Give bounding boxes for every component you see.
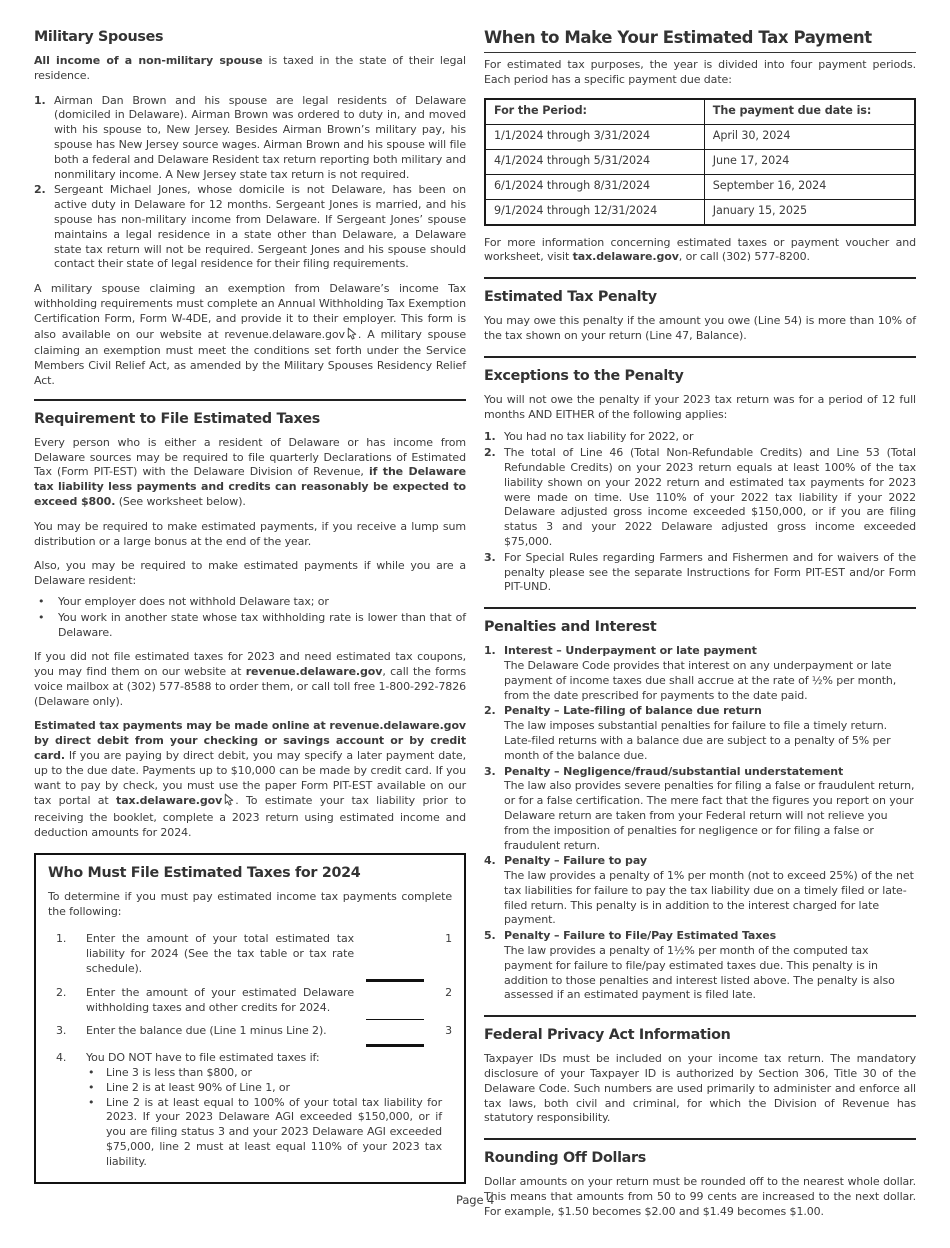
body-text: is taxed in the state of their legal residence. — [34, 54, 466, 82]
row-number: 4. — [56, 1051, 67, 1065]
table-row — [485, 124, 915, 149]
row-line-label: 2 — [445, 985, 452, 999]
bullet-item — [34, 611, 466, 641]
bullet-text: Line 2 is at least 90% of Line 1, or — [106, 1080, 290, 1094]
bold-text: if the Delaware tax liability less payments and credits can reasonably be expected to exceed $800. — [34, 465, 466, 508]
list-number: 2. — [34, 183, 46, 197]
numbered-list — [484, 430, 916, 595]
table-cell: 9/1/2024 through 12/31/2024 — [485, 199, 704, 225]
section-title: Exceptions to the Penalty — [484, 367, 684, 384]
bullet-list — [34, 595, 466, 640]
row-number: 1. — [56, 932, 67, 946]
penalty-heading: Penalty – Late-filing of balance due return — [504, 704, 762, 718]
section-federal-privacy-act — [484, 1015, 916, 1126]
paragraph: Dollar amounts on your return must be rounded off to the nearest whole dollar. This means that amounts from 50 to 99 cents are increased to the next dollar. For example, $1.50 becomes $2.00 and $1.49 becomes $1.00. — [484, 1175, 916, 1218]
list-number: 1. — [484, 644, 496, 658]
section-estimated-tax-penalty — [484, 277, 916, 344]
list-number: 2. — [484, 446, 496, 460]
list-item — [484, 704, 916, 763]
row-number: 3. — [56, 1024, 67, 1038]
right-column — [484, 28, 916, 1220]
list-item — [484, 644, 916, 703]
table-row — [485, 199, 915, 225]
row-line-label: 3 — [445, 1024, 452, 1038]
body-text: , call the forms voice mailbox at (302) 577-8588 to order them, or call toll free 1-800-292-7826 (Delaware only). — [34, 665, 467, 708]
answer-line[interactable] — [366, 1044, 424, 1047]
section-title: Requirement to File Estimated Taxes — [34, 410, 321, 427]
page-title: When to Make Your Estimated Tax Payment — [484, 28, 916, 53]
penalty-heading: Penalty – Failure to pay — [504, 854, 647, 868]
row-lead-text: You DO NOT have to file estimated taxes if: — [86, 1051, 320, 1065]
table-header-cell: For the Period: — [485, 99, 704, 125]
row-number: 2. — [56, 985, 67, 999]
list-text: The total of Line 46 (Total Non-Refundable Credits) and Line 53 (Total Refundable Credits) on your 2023 return equals at least 100% of the tax liability shown on your 2022 return and estimated tax payments for 2023 were made on time. Use 110% of your 2022 tax liability if your 2022 Delaware adjusted gross income exceeded $150,000, or if you are filing status 3 and your 2022 Delaware adjusted gross income exceeded $75,000. — [504, 446, 916, 548]
row-text: Enter the balance due (Line 1 minus Line 2). — [86, 1024, 327, 1038]
section-title: Penalties and Interest — [484, 619, 657, 636]
body-text: . A military spouse claiming an exemption must meet the conditions set forth under the Service Members Civil Relief Act, as amended by the Military Spouses Residency Relief Act. — [34, 327, 466, 387]
list-item — [484, 551, 916, 595]
table-cell: 4/1/2024 through 5/31/2024 — [485, 149, 704, 174]
penalty-body: The law provides a penalty of 1% per month (not to exceed 25%) of the net tax liabilities for failure to pay the tax liability due on a timely filed or late-filed return. This penalty is in addition to the interest charged for late payment. — [504, 869, 914, 927]
row-text — [86, 1051, 452, 1169]
body-text: A military spouse claiming an exemption from Delaware’s income Tax withholding requirements must complete an Annual Withholding Tax Exemption Certification Form, Form W-4DE, and provide it to their employer. This form is also available on our website at revenue.delaware.gov — [34, 282, 466, 341]
bullet-item — [34, 595, 466, 610]
section-title: Federal Privacy Act Information — [484, 1027, 731, 1044]
row-text: Enter the amount of your estimated Delaware withholding taxes and other credits for 2024. — [86, 985, 354, 1014]
bullet-glyph: • — [38, 594, 45, 608]
body-text: , or call (302) 577-8200. — [678, 250, 810, 264]
paragraph: Also, you may be required to make estimated payments if while you are a Delaware resident: — [34, 559, 466, 588]
paragraph — [34, 650, 466, 709]
bullet-text: Line 2 is at least equal to 100% of your total tax liability for 2023. If your 2023 Delaware AGI exceeded $150,000, or if you are filing status 3 and your 2023 Delaware AGI exceeded $75,000, line 2 must at least equal 110% of your 2023 tax liability. — [106, 1095, 442, 1168]
list-number: 1. — [484, 430, 496, 444]
body-text: Every person who is either a resident of Delaware or has income from Delaware sources may be required to file quarterly Declarations of Estimated Tax (Form PIT-EST) with the Delaware Division of Revenue, — [34, 435, 466, 479]
list-item — [484, 430, 916, 445]
page-number: Page 4 — [456, 1193, 495, 1207]
penalty-heading: Penalty – Failure to File/Pay Estimated Taxes — [504, 929, 777, 943]
bullet-glyph: • — [88, 1095, 95, 1109]
penalty-heading: Interest – Underpayment or late payment — [504, 644, 757, 658]
link-text: tax.delaware.gov — [116, 794, 223, 808]
list-text — [504, 765, 916, 854]
bold-text: All income of a non-military spouse — [34, 54, 263, 67]
sub-bullet-list — [86, 1066, 442, 1170]
section-requirement-estimated-taxes — [34, 399, 466, 841]
worksheet-row — [48, 1024, 452, 1039]
list-text — [504, 704, 916, 763]
list-text: You had no tax liability for 2022, or — [504, 430, 694, 444]
section-military-spouses — [34, 28, 466, 389]
body-text: For more information concerning estimated taxes or payment voucher and worksheet, visit — [484, 235, 916, 264]
worksheet-box — [34, 853, 466, 1184]
bold-text: Estimated tax payments may be made online at revenue.delaware.gov by direct debit from your checking or savings account or by credit card. — [34, 719, 466, 763]
list-item — [484, 854, 916, 928]
bullet-item — [86, 1096, 442, 1170]
worksheet-intro: To determine if you must pay estimated income tax payments complete the following: — [48, 889, 452, 918]
penalty-body: The Delaware Code provides that interest on any underpayment or late payment of income taxes due shall accrue at the rate of ½% per month, from the date prescribed for payments to the date paid. — [504, 658, 897, 702]
cursor-pointer-icon — [346, 327, 357, 345]
list-text — [504, 929, 916, 1003]
bullet-item — [86, 1066, 442, 1081]
bullet-item — [86, 1081, 442, 1096]
penalty-body: The law also provides severe penalties for filing a false or fraudulent return, or for a false certification. The mere fact that the figures you report on your Delaware return are taken from your Federal return will not relieve you from the imposition of penalties for negligence or for filing a false or fraudulent return. — [504, 779, 915, 852]
table-cell: September 16, 2024 — [704, 174, 915, 199]
section-rounding-off-dollars — [484, 1138, 916, 1219]
bullet-glyph: • — [88, 1066, 95, 1080]
list-item — [484, 446, 916, 550]
list-number: 1. — [34, 93, 46, 107]
list-text: Sergeant Michael Jones, whose domicile is not Delaware, has been on active duty in Delaware for 12 months. Sergeant Jones is married, and his spouse has non-military income from Delaware. If Sergeant Jones’ spouse maintains a legal residence in a state other than Delaware, a Delaware state tax return will not be required. Sergeant Jones and his spouse should contact their state of legal residence for their filing requirements. — [54, 183, 466, 271]
list-item — [484, 929, 916, 1003]
paragraph — [484, 236, 916, 266]
paragraph — [34, 719, 466, 840]
bullet-text: Line 3 is less than $800, or — [106, 1066, 252, 1080]
paragraph — [34, 282, 466, 389]
row-text: Enter the amount of your total estimated tax liability for 2024 (See the tax table or tax rate schedule). — [86, 932, 354, 976]
paragraph: You may be required to make estimated payments, if you receive a lump sum distribution or a large bonus at the end of the year. — [34, 519, 466, 548]
list-number: 2. — [484, 704, 496, 718]
body-text: . To estimate your tax liability prior to receiving the booklet, complete a 2023 return using estimated income and deduction amounts for 2024. — [34, 794, 466, 840]
section-title: Military Spouses — [34, 29, 164, 45]
list-item — [34, 94, 466, 183]
table-cell: January 15, 2025 — [704, 199, 915, 225]
worksheet-row — [48, 986, 452, 1016]
worksheet-title: Who Must File Estimated Taxes for 2024 — [48, 864, 361, 881]
bullet-text: Your employer does not withhold Delaware tax; or — [58, 594, 329, 608]
bullet-glyph: • — [38, 610, 45, 624]
bullet-glyph: • — [88, 1080, 95, 1094]
worksheet-row — [48, 932, 452, 976]
penalty-body: The law provides a penalty of 1½% per month of the computed tax payment for failure to file/pay estimated taxes due. This penalty is in addition to those penalties and interest listed above. The penalty is also assessed if an estimated payment is filed late. — [504, 944, 895, 1002]
payment-due-date-table — [484, 98, 916, 226]
table-cell: April 30, 2024 — [704, 124, 915, 149]
list-text — [504, 644, 916, 703]
body-text: (See worksheet below). — [115, 494, 246, 508]
numbered-list — [34, 94, 466, 273]
list-number: 3. — [484, 764, 496, 778]
body-text: If you did not file estimated taxes for 2023 and need estimated tax coupons, you may find them on our website at — [34, 650, 466, 679]
row-line-label: 1 — [445, 932, 452, 946]
list-number: 3. — [484, 550, 496, 564]
section-title: Rounding Off Dollars — [484, 1150, 646, 1167]
list-text — [504, 854, 916, 928]
body-text: If you are paying by direct debit, you may specify a later payment date, up to the due date. Payments up to $10,000 can be made by credit card. If you want to pay by check, you must use the paper Form PIT-EST available on our tax portal at — [34, 749, 466, 808]
cursor-pointer-icon — [223, 793, 234, 811]
paragraph: You will not owe the penalty if your 2023 tax return was for a period of 12 full months AND EITHER of the following applies: — [484, 392, 916, 421]
penalty-heading: Penalty – Negligence/fraud/substantial understatement — [504, 764, 844, 778]
numbered-list — [484, 644, 916, 1003]
table-header-cell: The payment due date is: — [704, 99, 915, 125]
table-row — [485, 174, 915, 199]
left-column — [34, 28, 466, 1220]
table-header-row — [485, 99, 915, 125]
list-item — [34, 183, 466, 272]
list-number: 4. — [484, 854, 496, 868]
paragraph — [34, 436, 466, 510]
answer-line[interactable] — [366, 979, 424, 982]
table-cell: June 17, 2024 — [704, 149, 915, 174]
worksheet-row — [48, 1051, 452, 1169]
link-text: revenue.delaware.gov — [245, 665, 383, 679]
answer-line[interactable] — [366, 1019, 424, 1020]
bullet-text: You work in another state whose tax withholding rate is lower than that of Delaware. — [58, 610, 466, 639]
document-page — [34, 28, 916, 1220]
table-cell: 6/1/2024 through 8/31/2024 — [485, 174, 704, 199]
paragraph — [34, 54, 466, 84]
list-text: For Special Rules regarding Farmers and Fishermen and for waivers of the penalty please see the separate Instructions for Form PIT-EST and/or Form PIT-UND. — [504, 550, 916, 594]
paragraph: Taxpayer IDs must be included on your income tax return. The mandatory disclosure of your Taxpayer ID is authorized by Section 306, Title 30 of the Delaware Code. Such numbers are used primarily to administer and enforce all tax laws, both civil and criminal, for which the Division of Revenue has statutory responsibility. — [484, 1052, 916, 1125]
link-text: tax.delaware.gov — [572, 250, 679, 264]
list-item — [484, 765, 916, 854]
list-number: 5. — [484, 929, 496, 943]
section-penalties-and-interest — [484, 607, 916, 1003]
section-title: Estimated Tax Penalty — [484, 289, 657, 306]
table-cell: 1/1/2024 through 3/31/2024 — [485, 124, 704, 149]
penalty-body: The law imposes substantial penalties for failure to file a timely return. Late-filed returns with a balance due are subject to a penalty of 5% per month of the balance due. — [504, 719, 891, 762]
list-text: Airman Dan Brown and his spouse are legal residents of Delaware (domiciled in Delaware). Airman Brown was ordered to duty in, and moved with his spouse to, New Jersey. Besides Airman Brown’s military pay, his spouse has New Jersey source wages. Airman Brown and his spouse will file both a federal and Delaware Resident tax return reporting both military and nonmilitary income. A New Jersey state tax return is not required. — [54, 93, 466, 181]
paragraph: For estimated tax purposes, the year is divided into four payment periods. Each period has a specific payment due date: — [484, 58, 916, 86]
table-row — [485, 149, 915, 174]
paragraph: You may owe this penalty if the amount you owe (Line 54) is more than 10% of the tax shown on your return (Line 47, Balance). — [484, 314, 916, 342]
section-exceptions-to-penalty — [484, 356, 916, 595]
